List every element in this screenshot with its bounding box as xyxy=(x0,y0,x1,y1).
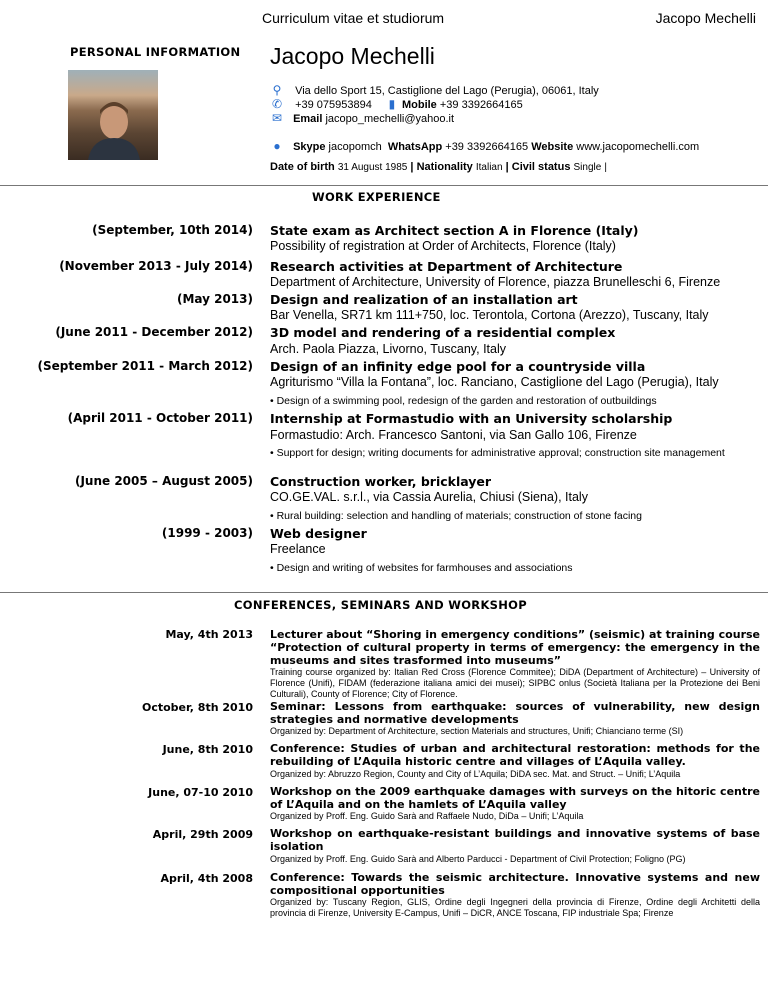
conference-title: Lecturer about “Shoring in emergency conditions” (seismic) at training course “Protection of cultural property in terms of emergency: the emergency in the museums and sites trasformed into museums” xyxy=(270,628,760,667)
separator: | xyxy=(505,161,509,173)
conference-date: October, 8th 2010 xyxy=(141,701,253,714)
envelope-icon: ✉ xyxy=(271,111,283,125)
work-title: Web designer xyxy=(270,526,367,541)
work-subtitle: Formastudio: Arch. Francesco Santoni, via San Gallo 106, Firenze xyxy=(270,428,637,442)
phone-icon: ✆ xyxy=(271,97,283,111)
address-line xyxy=(270,83,599,98)
work-section-title: WORK EXPERIENCE xyxy=(312,190,441,204)
work-title: Design of an infinity edge pool for a countryside villa xyxy=(270,359,646,374)
work-title: Internship at Formastudio with an University scholarship xyxy=(270,411,673,426)
conference-title: Conference: Studies of urban and architectural restoration: methods for the rebuilding of L’Aquila historic centre and villages of L’Aquila valley. xyxy=(270,742,760,768)
work-bullet: • Rural building: selection and handling of materials; construction of stone facing xyxy=(270,510,642,522)
separator: | xyxy=(604,162,607,173)
skype-label: Skype xyxy=(293,141,326,153)
dob-label: Date of birth xyxy=(270,161,335,173)
conference-title: Workshop on earthquake-resistant buildings and innovative systems of base isolation xyxy=(270,827,760,853)
chat-bubble-icon: ● xyxy=(273,139,281,153)
conferences-section-title: CONFERENCES, SEMINARS AND WORKSHOP xyxy=(234,598,527,612)
civil-status-label: Civil status xyxy=(511,161,571,173)
email-label: Email xyxy=(293,113,323,125)
mobile-number[interactable]: +39 3392664165 xyxy=(439,99,523,111)
work-subtitle: Arch. Paola Piazza, Livorno, Tuscany, Italy xyxy=(270,342,506,356)
conference-description: Organized by Proff. Eng. Guido Sarà and Raffaele Nudo, DiDa – Unifi; L’Aquila xyxy=(270,811,584,821)
whatsapp-label: WhatsApp xyxy=(387,141,443,153)
conference-date: May, 4th 2013 xyxy=(165,628,253,641)
work-date: (June 2011 - December 2012) xyxy=(55,325,253,339)
separator: | xyxy=(410,161,414,173)
work-subtitle: Department of Architecture, University of Florence, piazza Brunelleschi 6, Firenze xyxy=(270,275,721,289)
civil-status-value: Single xyxy=(573,162,602,173)
work-subtitle: Bar Venella, SR71 km 111+750, loc. Terontola, Cortona (Arezzo), Tuscany, Italy xyxy=(270,308,709,322)
work-date: (May 2013) xyxy=(176,292,253,306)
phone-line xyxy=(270,97,523,112)
phone-number[interactable]: +39 075953894 xyxy=(295,99,372,111)
header-left: Curriculum vitae et studiorum xyxy=(262,10,445,26)
profile-photo xyxy=(68,70,158,160)
details-line xyxy=(270,160,607,175)
email-line xyxy=(270,111,454,126)
conference-description: Organized by: Department of Architecture, section Materials and structures, Unifi; Chianciano terme (SI) xyxy=(270,726,684,736)
work-title: Construction worker, bricklayer xyxy=(270,474,492,489)
conference-title: Workshop on the 2009 earthquake damages with surveys on the hitoric centre of L’Aquila and on the hamlets of L’Aquila valley xyxy=(270,785,760,811)
person-name: Jacopo Mechelli xyxy=(270,43,435,69)
conference-description: Organized by: Abruzzo Region, County and City of L’Aquila; DiDA sec. Mat. and Struct. – Unifi; L’Aquila xyxy=(270,769,681,779)
work-subtitle: Freelance xyxy=(270,542,326,556)
work-date: (April 2011 - October 2011) xyxy=(67,411,253,425)
divider xyxy=(0,185,768,186)
divider xyxy=(0,592,768,593)
whatsapp-number[interactable]: +39 3392664165 xyxy=(445,141,529,153)
conference-date: June, 8th 2010 xyxy=(162,743,253,756)
conference-description: Training course organized by: Italian Red Cross (Florence Commitee); DiDA (Department of Architecture) – University of Florence (Unifi), FIDAM (federazione italiana amici dei musei); SIPBC onlus (Società Italiana per la Protezione dei Beni Culturali), County of Florence; City of Florence. xyxy=(270,667,760,699)
conference-date: June, 07-10 2010 xyxy=(148,786,253,799)
nationality-label: Nationality xyxy=(416,161,473,173)
personal-section-title: PERSONAL INFORMATION xyxy=(70,45,241,59)
mobile-label: Mobile xyxy=(401,99,437,111)
website-link[interactable]: www.jacopomechelli.com xyxy=(576,141,700,153)
work-date: (June 2005 – August 2005) xyxy=(74,474,253,488)
work-bullet: • Support for design; writing documents for administrative approval; construction site management xyxy=(270,447,725,459)
work-date: (September, 10th 2014) xyxy=(92,223,253,237)
email-address[interactable]: jacopo_mechelli@yahoo.it xyxy=(325,113,455,125)
header-right: Jacopo Mechelli xyxy=(655,10,756,26)
work-subtitle: Agriturismo “Villa la Fontana”, loc. Ranciano, Castiglione del Lago (Perugia), Italy xyxy=(270,375,719,389)
online-line xyxy=(270,139,699,154)
dob-value: 31 August 1985 xyxy=(337,162,408,173)
website-label: Website xyxy=(531,141,574,153)
conference-title: Conference: Towards the seismic architecture. Innovative systems and new compositional opportunities xyxy=(270,871,760,897)
conference-description: Organized by: Tuscany Region, GLIS, Ordine degli Ingegneri della provincia di Firenze, Ordine degli Architetti della provincia di Firenze, University E-Campus, Unifi – DiCR, ANCE Toscana, FIP industriale Spa; Firenze xyxy=(270,897,760,918)
work-bullet: • Design of a swimming pool, redesign of the garden and restoration of outbuildings xyxy=(270,395,657,407)
location-pin-icon: ⚲ xyxy=(272,83,282,97)
work-date: (1999 - 2003) xyxy=(161,526,253,540)
address-text: Via dello Sport 15, Castiglione del Lago (Perugia), 06061, Italy xyxy=(295,85,599,97)
conference-description: Organized by Proff. Eng. Guido Sarà and Alberto Parducci - Department of Civil Protection; Foligno (PG) xyxy=(270,854,686,864)
work-title: 3D model and rendering of a residential complex xyxy=(270,325,616,340)
work-subtitle: Possibility of registration at Order of Architects, Florence (Italy) xyxy=(270,239,616,253)
conference-title: Seminar: Lessons from earthquake: sources of vulnerability, new design strategies and normative developments xyxy=(270,700,760,726)
work-bullet: • Design and writing of websites for farmhouses and associations xyxy=(270,562,573,574)
work-date: (September 2011 - March 2012) xyxy=(37,359,253,373)
work-date: (November 2013 - July 2014) xyxy=(59,259,253,273)
nationality-value: Italian xyxy=(475,162,503,173)
work-title: Research activities at Department of Architecture xyxy=(270,259,623,274)
skype-id[interactable]: jacopomch xyxy=(328,141,382,153)
work-title: Design and realization of an installation art xyxy=(270,292,578,307)
work-title: State exam as Architect section A in Florence (Italy) xyxy=(270,223,639,238)
work-subtitle: CO.GE.VAL. s.r.l., via Cassia Aurelia, Chiusi (Siena), Italy xyxy=(270,490,588,504)
conference-date: April, 4th 2008 xyxy=(160,872,253,885)
mobile-phone-icon: ▮ xyxy=(388,97,396,111)
conference-date: April, 29th 2009 xyxy=(152,828,253,841)
